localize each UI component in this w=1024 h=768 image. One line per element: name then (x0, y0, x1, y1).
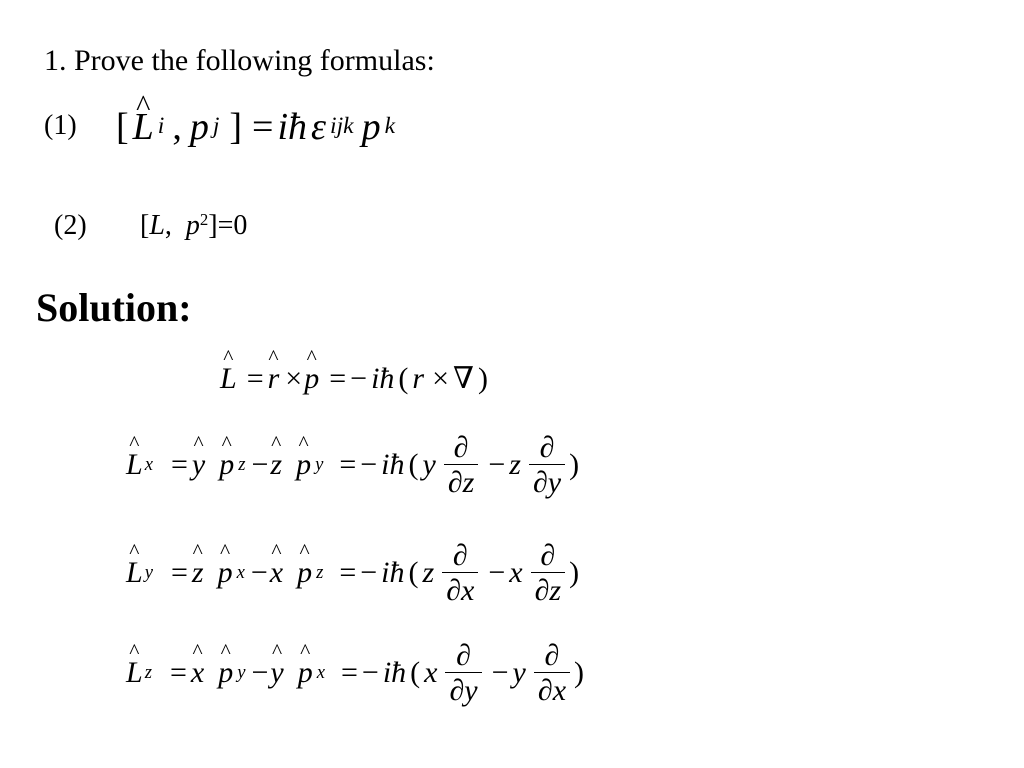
numerator: ∂ (452, 539, 468, 572)
equals-2: = (340, 656, 358, 689)
i-hbar: iħ (381, 448, 405, 481)
i-hbar: iħ (371, 362, 395, 395)
numerator: ∂ (539, 431, 555, 464)
sub-ijk: ijk (330, 113, 354, 140)
subscript: z (144, 661, 152, 683)
subscript: x (316, 661, 325, 683)
epsilon-symbol: ε (311, 106, 327, 148)
p-symbol: p (189, 106, 209, 148)
partial-fraction (529, 432, 565, 498)
l-definition (220, 364, 492, 394)
l-hat: ^ L (133, 108, 154, 146)
coord-hat: ^ y (270, 658, 283, 688)
partial-fraction (442, 540, 478, 606)
p-hat: ^ p (296, 450, 311, 480)
equals: = (246, 362, 264, 395)
coord-hat: ^ z (192, 558, 204, 588)
paren-close: ) (569, 448, 580, 481)
partial-fraction (531, 540, 566, 606)
nabla-symbol: ∇ (453, 362, 474, 395)
subscript: y (237, 661, 246, 683)
denominator: ∂y (445, 672, 481, 707)
numerator: ∂ (453, 431, 469, 464)
minus-3: − (491, 656, 509, 689)
bracket-close: ] (229, 106, 243, 148)
equals-2: = (329, 362, 347, 395)
minus-3: − (488, 556, 506, 589)
equals-2: = (339, 448, 357, 481)
sub-j: j (212, 113, 220, 140)
equals: = (252, 106, 274, 148)
numerator: ∂ (544, 639, 560, 672)
numerator: ∂ (456, 639, 471, 672)
cross-2: × (432, 362, 450, 395)
denominator: ∂x (534, 672, 570, 707)
denominator: ∂y (529, 464, 565, 499)
denominator: ∂x (442, 572, 478, 607)
partial-fraction (534, 640, 570, 706)
subscript: y (315, 453, 324, 475)
paren-close: ) (569, 556, 580, 589)
coord-hat: ^ y (192, 450, 205, 480)
paren-open: ( (408, 448, 419, 481)
minus: − (251, 448, 269, 481)
p-hat: ^ p (218, 658, 233, 688)
p-hat: ^ p (218, 558, 233, 588)
equals: = (170, 448, 188, 481)
solution-heading: Solution: (36, 285, 192, 330)
lz-equation (126, 640, 588, 706)
subscript: x (236, 561, 245, 583)
partial-fraction (445, 640, 481, 706)
i-hbar: iħ (277, 106, 308, 148)
bracket-open: [ (140, 210, 150, 242)
r-symbol: r (412, 362, 425, 395)
l-hat: ^ L (126, 558, 143, 588)
term: y (422, 448, 436, 481)
l-hat: ^ L (126, 450, 143, 480)
subscript: x (144, 453, 153, 475)
minus-3: − (488, 448, 506, 481)
paren-close: ) (574, 656, 585, 689)
term: x (509, 556, 523, 589)
p-hat: ^ p (298, 658, 313, 688)
denominator: ∂z (444, 464, 479, 499)
i-hbar: iħ (382, 656, 407, 689)
formula-2 (140, 212, 247, 240)
problem-statement: 1. Prove the following formulas: (44, 44, 435, 77)
minus-2: − (360, 448, 378, 481)
equals: = (169, 656, 187, 689)
comma: , (164, 210, 186, 242)
paren-open: ( (408, 556, 419, 589)
subscript: z (316, 561, 324, 583)
lx-equation (126, 432, 583, 498)
zero: 0 (233, 210, 248, 242)
formula-2-label: (2) (54, 210, 87, 241)
term: x (424, 656, 438, 689)
exponent: 2 (199, 210, 209, 229)
p-symbol: p (185, 210, 200, 242)
minus-2: − (360, 556, 378, 589)
p-hat: ^ p (219, 450, 234, 480)
r-hat: ^ r (268, 364, 280, 394)
numerator: ∂ (540, 539, 556, 572)
minus: − (251, 656, 269, 689)
bracket-close: ]= (208, 210, 234, 242)
term: y (512, 656, 526, 689)
paren-close: ) (477, 362, 488, 395)
sub-i: i (157, 113, 165, 140)
l-hat: ^ L (126, 658, 143, 688)
comma: , (172, 106, 182, 148)
ly-equation (126, 540, 583, 606)
minus-2: − (361, 656, 379, 689)
denominator: ∂z (531, 572, 566, 607)
subscript: z (238, 453, 246, 475)
partial-fraction (444, 432, 479, 498)
formula-1-label: (1) (44, 110, 77, 141)
cross: × (285, 362, 303, 395)
p-hat: ^ p (297, 558, 312, 588)
subscript: y (144, 561, 153, 583)
p-hat: ^ p (304, 364, 319, 394)
l-symbol: L (149, 210, 165, 242)
term: z (509, 448, 521, 481)
minus: − (250, 556, 268, 589)
sub-k: k (384, 113, 396, 140)
l-hat: ^ L (220, 364, 237, 394)
minus: − (350, 362, 368, 395)
term: z (422, 556, 435, 589)
equals-2: = (339, 556, 357, 589)
coord-hat: ^ x (270, 558, 283, 588)
paren-open: ( (398, 362, 409, 395)
coord-hat: ^ x (191, 658, 204, 688)
i-hbar: iħ (381, 556, 405, 589)
bracket-open: [ (116, 106, 129, 148)
paren-open: ( (410, 656, 421, 689)
equals: = (170, 556, 188, 589)
coord-hat: ^ z (270, 450, 282, 480)
p-symbol-k: p (361, 106, 381, 148)
formula-1 (116, 108, 399, 146)
